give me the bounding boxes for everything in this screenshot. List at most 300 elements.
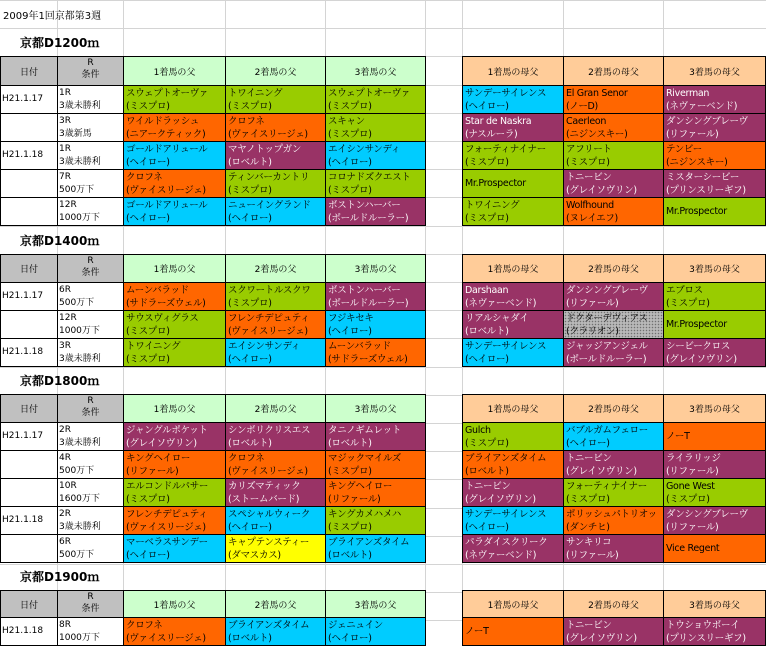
horse-name: フォーティナイナー: [465, 144, 546, 155]
header-dam-sire-2: [563, 56, 664, 86]
sire-line: (ミスプロ): [328, 522, 372, 533]
sire-line: (リファール): [328, 494, 381, 505]
horse-name: ダンシングブレーヴ: [566, 285, 648, 296]
horse-name: Caerleon: [566, 116, 607, 127]
horse-name: ジャングルポケット: [126, 425, 208, 436]
header-condition-label: 条件: [81, 70, 100, 80]
horse-name: サンデーサイレンス: [465, 88, 547, 99]
header-sire-label: 1着馬の父: [153, 67, 196, 78]
race-number: 6R: [59, 285, 71, 295]
horse-name: マジックマイルズ: [328, 453, 402, 464]
sire-cell-3: [325, 141, 426, 170]
horse-name: ムーンバラッド: [126, 285, 189, 296]
sire-line: (ミスプロ): [666, 494, 710, 505]
row-date: [0, 282, 58, 311]
sire-line: (ヴァイスリージェ): [126, 522, 206, 533]
horse-name: フジキセキ: [328, 313, 374, 324]
dam-sire-cell-3: [663, 617, 766, 646]
horse-name: スキャン: [328, 116, 365, 127]
sire-line: (ロベルト): [228, 633, 272, 644]
horse-name: パラダイスクリーク: [465, 537, 548, 548]
header-date-label: 日付: [19, 405, 38, 415]
header-dam-sire-2: [563, 590, 664, 618]
sire-line: (ストームバード): [228, 494, 300, 505]
sire-line: (グレイソヴリン): [566, 185, 637, 196]
header-date-label: 日付: [19, 67, 38, 78]
horse-name: テンビー: [666, 144, 702, 155]
header-condition-label: 条件: [81, 604, 100, 614]
section-title-text: 京都D1800ｍ: [20, 373, 100, 388]
sire-line: (ヘイロー): [465, 354, 509, 365]
sire-line: (ナスルーラ): [465, 129, 518, 140]
horse-name: トワイニング: [228, 88, 283, 99]
sire-cell-3: [325, 282, 426, 311]
header-dam-sire-1: [462, 394, 564, 423]
header-sire-label: 3着馬の父: [354, 600, 397, 611]
sire-line: (ミスプロ): [126, 354, 170, 365]
horse-name: ボストンハーバー: [328, 285, 401, 296]
dam-sire-cell-1: [462, 282, 564, 311]
horse-name: クロフネ: [126, 620, 163, 631]
horse-name: Gone West: [666, 481, 715, 492]
sire-line: (ヴァイスリージェ): [126, 633, 206, 644]
row-date: [0, 450, 58, 479]
sire-line: (リファール): [666, 129, 719, 140]
sire-line: (ヘイロー): [228, 354, 272, 365]
sire-line: (ミスプロ): [666, 298, 710, 309]
row-date: [0, 197, 58, 226]
header-dam-sire-2: [563, 394, 664, 423]
header-sire-1: [123, 56, 226, 86]
sire-cell-2: [225, 282, 326, 311]
header-dam-sire-label: 2着馬の母父: [588, 600, 639, 611]
sire-line: (ヘイロー): [228, 213, 272, 224]
header-condition-label: 条件: [81, 408, 100, 418]
horse-name: クロフネ: [228, 116, 265, 127]
sire-line: (ロベルト): [328, 438, 372, 449]
dam-sire-cell-1: [462, 617, 564, 646]
race-condition: 1600万下: [59, 494, 100, 504]
row-date: [0, 85, 58, 114]
row-date-text: H21.1.18: [2, 626, 44, 636]
row-race: [57, 282, 124, 311]
sire-cell-3: [325, 506, 426, 535]
horse-name: ダンシングブレーヴ: [666, 509, 748, 520]
row-race: [57, 617, 124, 646]
race-number: 7R: [59, 172, 71, 182]
dam-sire-cell-2: [563, 169, 664, 198]
race-condition: 1000万下: [59, 633, 100, 643]
dam-sire-cell-2: [563, 310, 664, 339]
row-date-text: H21.1.18: [2, 347, 44, 357]
dam-sire-cell-3: [663, 478, 766, 507]
header-dam-sire-3: [663, 590, 766, 618]
horse-name: ワイルドラッシュ: [126, 116, 199, 127]
row-date: [0, 422, 58, 451]
row-date: [0, 113, 58, 142]
race-number: 10R: [59, 481, 77, 491]
sire-cell-3: [325, 169, 426, 198]
header-sire-label: 1着馬の父: [153, 600, 196, 611]
header-sire-2: [225, 394, 326, 423]
sire-line: (ヘイロー): [228, 522, 272, 533]
horse-name: エルコンドルパサー: [126, 481, 209, 492]
horse-name: Gulch: [465, 425, 491, 436]
sire-line: (ヘイロー): [566, 438, 610, 449]
header-date: [0, 394, 58, 423]
section-title-text: 京都D1200ｍ: [20, 35, 100, 50]
sire-line: (クラリオン): [566, 326, 619, 337]
row-race: [57, 197, 124, 226]
horse-name: Darshaan: [465, 285, 509, 296]
race-condition: 500万下: [59, 466, 95, 476]
horse-name: Mr.Prospector: [465, 178, 526, 189]
sire-line: (ネヴァーベンド): [465, 298, 537, 309]
dam-sire-cell-3: [663, 506, 766, 535]
dam-sire-cell-2: [563, 113, 664, 142]
horse-name: キャプテンスティー: [228, 537, 310, 548]
header-date: [0, 56, 58, 86]
header-sire-label: 2着馬の父: [254, 600, 297, 611]
row-date: [0, 141, 58, 170]
sire-line: (グレイソヴリン): [465, 494, 536, 505]
sire-cell-3: [325, 534, 426, 563]
sire-cell-2: [225, 85, 326, 114]
horse-name: Vice Regent: [666, 543, 720, 554]
sire-cell-1: [123, 282, 226, 311]
horse-name: スペシャルウィーク: [228, 509, 311, 520]
sire-line: (ミスプロ): [328, 466, 372, 477]
sire-line: (ミスプロ): [328, 129, 372, 140]
header-sire-3: [325, 394, 426, 423]
row-date: [0, 338, 58, 367]
sire-line: (ヌレイエフ): [566, 213, 618, 224]
dam-sire-cell-1: [462, 534, 564, 563]
horse-name: トニービン: [566, 620, 612, 631]
sire-line: (ネヴァーベンド): [465, 550, 537, 561]
header-race: [57, 254, 124, 283]
dam-sire-cell-3: [663, 85, 766, 114]
race-number: 2R: [59, 425, 71, 435]
sire-cell-2: [225, 450, 326, 479]
sire-line: (ミスプロ): [228, 298, 272, 309]
sire-line: (グレイソヴリン): [566, 633, 637, 644]
row-race: [57, 338, 124, 367]
section-title: [0, 562, 225, 590]
header-dam-sire-label: 3着馬の母父: [689, 265, 740, 275]
sire-line: (ロベルト): [328, 550, 372, 561]
dam-sire-cell-1: [462, 478, 564, 507]
header-sire-1: [123, 254, 226, 283]
header-dam-sire-3: [663, 254, 766, 283]
header-condition-label: 条件: [81, 268, 100, 278]
horse-name: トワイニング: [465, 200, 520, 211]
header-dam-sire-1: [462, 254, 564, 283]
horse-name: ムーンバラッド: [328, 341, 391, 352]
sire-line: (ダマスカス): [228, 550, 281, 561]
sire-line: (ミスプロ): [465, 213, 509, 224]
sire-cell-1: [123, 338, 226, 367]
sire-line: (ミスプロ): [228, 185, 272, 196]
header-date: [0, 254, 58, 283]
header-sire-2: [225, 590, 326, 618]
sire-cell-2: [225, 478, 326, 507]
sire-line: (グレイソヴリン): [666, 354, 737, 365]
sire-cell-1: [123, 506, 226, 535]
header-sire-label: 2着馬の父: [254, 265, 297, 275]
horse-name: シービークロス: [666, 341, 731, 352]
row-race: [57, 534, 124, 563]
dam-sire-cell-1: [462, 85, 564, 114]
row-date: [0, 169, 58, 198]
race-number: 3R: [59, 341, 71, 351]
race-number: 1R: [59, 88, 71, 98]
sire-line: (ネヴァーベンド): [666, 101, 738, 112]
sire-cell-2: [225, 617, 326, 646]
dam-sire-cell-1: [462, 141, 564, 170]
page-title: [0, 0, 225, 28]
horse-name: ブライアンズタイム: [465, 453, 547, 464]
row-race: [57, 85, 124, 114]
horse-name: フレンチデピュティ: [126, 509, 208, 520]
dam-sire-cell-2: [563, 450, 664, 479]
header-date: [0, 590, 58, 618]
horse-name: ジャッジアンジェル: [566, 341, 648, 352]
dam-sire-cell-3: [663, 282, 766, 311]
sire-line: (ヘイロー): [465, 101, 509, 112]
row-race: [57, 450, 124, 479]
horse-name: キングヘイロー: [328, 481, 393, 492]
dam-sire-cell-2: [563, 141, 664, 170]
section-title: [0, 28, 225, 56]
race-condition: 3歳未勝利: [59, 157, 101, 167]
horse-name: スウェプトオーヴァ: [328, 88, 411, 99]
row-race: [57, 422, 124, 451]
sire-line: (ニジンスキー): [566, 129, 628, 140]
sire-line: (ヘイロー): [328, 157, 372, 168]
race-condition: 500万下: [59, 550, 95, 560]
race-number: 12R: [59, 200, 77, 210]
sire-line: (サドラーズウェル): [126, 298, 206, 309]
row-race: [57, 478, 124, 507]
horse-name: カリズマティック: [228, 481, 301, 492]
header-dam-sire-2: [563, 254, 664, 283]
dam-sire-cell-1: [462, 506, 564, 535]
sire-line: (ヴァイスリージェ): [126, 185, 206, 196]
horse-name: トニービン: [566, 172, 612, 183]
horse-name: ニューイングランド: [228, 200, 311, 211]
sire-line: (リファール): [126, 466, 179, 477]
dam-sire-cell-2: [563, 506, 664, 535]
sire-line: (ノーD): [566, 101, 598, 112]
horse-name: リアルシャダイ: [465, 313, 529, 324]
header-race-label: R: [87, 58, 94, 68]
horse-name: ブライアンズタイム: [328, 537, 410, 548]
horse-name: スウェプトオーヴァ: [126, 88, 209, 99]
row-race: [57, 310, 124, 339]
row-race: [57, 169, 124, 198]
horse-name: キングカメハメハ: [328, 509, 402, 520]
sire-line: (ヴァイスリージェ): [228, 129, 308, 140]
sire-cell-1: [123, 310, 226, 339]
header-sire-1: [123, 394, 226, 423]
dam-sire-cell-3: [663, 169, 766, 198]
sire-line: (サドラーズウェル): [328, 354, 408, 365]
sire-cell-2: [225, 197, 326, 226]
page-title-text: 2009年1回京都第3週: [3, 10, 102, 22]
horse-name: Mr.Prospector: [666, 319, 727, 330]
header-sire-label: 3着馬の父: [354, 67, 397, 78]
dam-sire-cell-3: [663, 422, 766, 451]
dam-sire-cell-3: [663, 197, 766, 226]
header-sire-label: 1着馬の父: [153, 405, 196, 415]
race-number: 3R: [59, 116, 71, 126]
row-date-text: H21.1.17: [2, 291, 44, 301]
horse-name: マーベラスサンデー: [126, 537, 208, 548]
horse-name: タニノギムレット: [328, 425, 402, 436]
horse-name: ブライアンズタイム: [228, 620, 310, 631]
sire-line: (ミスプロ): [328, 101, 372, 112]
race-number: 1R: [59, 144, 71, 154]
horse-name: シンボリクリスエス: [228, 425, 311, 436]
header-dam-sire-label: 1着馬の母父: [487, 67, 539, 78]
sire-line: (ロベルト): [465, 326, 509, 337]
header-sire-3: [325, 590, 426, 618]
dam-sire-cell-3: [663, 310, 766, 339]
header-dam-sire-label: 1着馬の母父: [487, 265, 539, 275]
horse-name: アフリート: [566, 144, 612, 155]
sire-cell-2: [225, 534, 326, 563]
race-condition: 3歳新馬: [59, 129, 92, 139]
horse-name: ドクターデヴィアス: [566, 313, 648, 324]
sire-cell-3: [325, 113, 426, 142]
sire-line: (リファール): [566, 298, 619, 309]
sire-line: (ミスプロ): [465, 157, 509, 168]
horse-name: ミスターシービー: [666, 172, 740, 183]
horse-name: Riverman: [666, 88, 710, 99]
horse-name: フォーティナイナー: [566, 481, 647, 492]
sire-cell-3: [325, 617, 426, 646]
sire-line: (ロベルト): [228, 438, 272, 449]
section-title-text: 京都D1900ｍ: [20, 569, 100, 584]
horse-name: ダンシングブレーヴ: [666, 116, 748, 127]
race-condition: 3歳未勝利: [59, 438, 101, 448]
horse-name: トニービン: [566, 453, 612, 464]
row-date-text: H21.1.18: [2, 150, 44, 160]
horse-name: トウショウボーイ: [666, 620, 740, 631]
sire-cell-1: [123, 422, 226, 451]
header-sire-label: 2着馬の父: [254, 405, 297, 415]
row-race: [57, 113, 124, 142]
horse-name: クロフネ: [126, 172, 163, 183]
race-condition: 500万下: [59, 185, 95, 195]
horse-name: El Gran Senor: [566, 88, 628, 99]
header-dam-sire-1: [462, 56, 564, 86]
horse-name: トワイニング: [126, 341, 181, 352]
horse-name: バブルガムフェロー: [566, 425, 648, 436]
horse-name: サンデーサイレンス: [465, 341, 547, 352]
sire-cell-1: [123, 617, 226, 646]
sire-line: (ダンチヒ): [566, 522, 610, 533]
sire-cell-3: [325, 450, 426, 479]
horse-name: サンキリコ: [566, 537, 612, 548]
race-number: 2R: [59, 509, 71, 519]
race-condition: 3歳未勝利: [59, 522, 101, 532]
sire-line: (ミスプロ): [465, 438, 509, 449]
header-sire-label: 3着馬の父: [354, 405, 397, 415]
horse-name: エイシンサンディ: [328, 144, 401, 155]
header-dam-sire-3: [663, 56, 766, 86]
horse-name: スクワートルスクワ: [228, 285, 311, 296]
header-dam-sire-label: 3着馬の母父: [689, 67, 740, 78]
sire-line: (ミスプロ): [566, 157, 610, 168]
dam-sire-cell-2: [563, 282, 664, 311]
horse-name: Mr.Prospector: [666, 206, 727, 217]
horse-name: サンデーサイレンス: [465, 509, 547, 520]
header-race: [57, 394, 124, 423]
dam-sire-cell-3: [663, 113, 766, 142]
header-sire-label: 1着馬の父: [153, 265, 196, 275]
header-sire-2: [225, 56, 326, 86]
sire-line: (ボールドルーラー): [328, 298, 409, 309]
horse-name: フレンチデピュティ: [228, 313, 310, 324]
sire-cell-2: [225, 338, 326, 367]
header-dam-sire-label: 3着馬の母父: [689, 600, 740, 611]
row-date: [0, 617, 58, 646]
horse-name: ゴールドアリュール: [126, 144, 208, 155]
sire-cell-2: [225, 506, 326, 535]
horse-name: ゴールドアリュール: [126, 200, 208, 211]
sire-line: (ミスプロ): [126, 101, 170, 112]
sire-cell-3: [325, 422, 426, 451]
horse-name: Star de Naskra: [465, 116, 532, 127]
sire-line: (ニアークティック): [126, 129, 206, 140]
sire-cell-1: [123, 113, 226, 142]
sire-line: (プリンスリーギフ): [666, 633, 746, 644]
sire-line: (ミスプロ): [328, 185, 372, 196]
sire-cell-3: [325, 85, 426, 114]
dam-sire-cell-2: [563, 422, 664, 451]
horse-name: キングヘイロー: [126, 453, 191, 464]
sire-line: (グレイソヴリン): [126, 438, 197, 449]
sire-line: (リファール): [666, 466, 719, 477]
header-dam-sire-label: 3着馬の母父: [689, 405, 740, 415]
horse-name: エブロス: [666, 285, 703, 296]
header-sire-1: [123, 590, 226, 618]
header-race-label: R: [87, 592, 94, 602]
race-condition: 1000万下: [59, 326, 100, 336]
horse-name: トニービン: [465, 481, 511, 492]
section-title: [0, 226, 225, 254]
sire-line: (ヴァイスリージェ): [228, 466, 308, 477]
dam-sire-cell-1: [462, 113, 564, 142]
sire-line: (ヘイロー): [126, 157, 170, 168]
header-sire-label: 2着馬の父: [254, 67, 297, 78]
sire-cell-3: [325, 197, 426, 226]
race-condition: 1000万下: [59, 213, 100, 223]
sire-line: (ボールドルーラー): [328, 213, 409, 224]
sire-line: (リファール): [566, 550, 619, 561]
horse-name: ティンバーカントリ: [228, 172, 310, 183]
horse-name: クロフネ: [228, 453, 265, 464]
sire-cell-1: [123, 534, 226, 563]
sire-cell-2: [225, 310, 326, 339]
sire-line: (ミスプロ): [566, 494, 610, 505]
header-sire-3: [325, 56, 426, 86]
horse-name: ノーT: [465, 626, 489, 637]
sire-cell-3: [325, 478, 426, 507]
horse-name: マヤノトップガン: [228, 144, 302, 155]
